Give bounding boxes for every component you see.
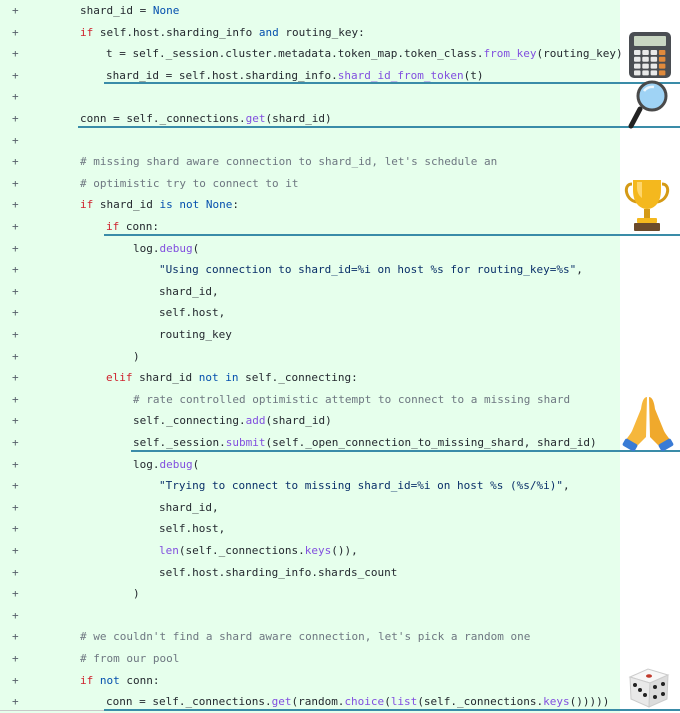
added-line-marker: +	[12, 544, 19, 557]
code-token	[93, 674, 100, 687]
added-line-marker: +	[12, 4, 19, 17]
code-token: len	[159, 544, 179, 557]
magnifying-glass-icon	[628, 79, 672, 133]
added-line-marker: +	[12, 155, 19, 169]
code-text	[80, 648, 179, 670]
added-line-marker: +	[12, 392, 19, 406]
code-token: choice	[344, 695, 385, 709]
code-token: # from our pool	[80, 652, 180, 665]
code-token: self.host.sharding_info	[93, 25, 259, 39]
code-token: conn = self._connections.	[80, 112, 246, 125]
code-token: ()),	[331, 544, 358, 557]
added-line-marker: +	[12, 112, 19, 125]
line-underline	[131, 450, 680, 452]
code-token: # missing shard aware connection to shard_id, let's schedule an	[80, 155, 498, 169]
code-token: # we couldn't find a shard aware connection, let's pick a random one	[80, 630, 531, 644]
code-text	[133, 583, 140, 605]
added-line-marker: +	[12, 263, 19, 277]
diff-line	[0, 648, 620, 670]
code-token: (routing_key)	[536, 47, 623, 61]
code-token: submit	[225, 436, 266, 449]
code-token: if	[80, 673, 94, 687]
code-token: (self._connections.	[178, 544, 305, 557]
code-token: self.host,	[159, 306, 226, 320]
diff-line	[0, 194, 620, 216]
code-token: shard_id,	[159, 500, 219, 514]
code-token: )	[133, 587, 140, 601]
diff-line	[0, 238, 620, 260]
diff-line	[0, 562, 620, 584]
diff-line	[0, 518, 620, 540]
code-text	[80, 151, 497, 173]
added-line-marker: +	[12, 220, 19, 233]
added-line-marker: +	[12, 436, 19, 449]
diff-line	[0, 540, 620, 562]
code-token: get	[245, 112, 266, 125]
diff-line	[0, 475, 620, 497]
code-token: if	[106, 220, 120, 233]
code-text	[80, 0, 179, 22]
calculator-icon	[627, 30, 673, 84]
code-token: t = self._session.cluster.metadata.token_map.token_class.	[106, 47, 484, 61]
code-token: get	[271, 695, 292, 709]
code-token: :	[232, 198, 239, 212]
diff-line	[0, 22, 620, 44]
code-token: keys	[543, 695, 570, 709]
diff-line	[0, 583, 620, 605]
code-text	[80, 173, 299, 195]
code-token: keys	[304, 544, 332, 557]
code-token: self.host.sharding_info.shards_count	[159, 565, 398, 579]
code-text	[133, 454, 199, 476]
code-text	[133, 238, 199, 260]
code-token: list	[390, 695, 418, 709]
diff-line	[0, 670, 620, 692]
code-text	[133, 410, 332, 432]
code-token: # rate controlled optimistic attempt to connect to a missing shard	[133, 392, 571, 406]
added-line-marker: +	[12, 673, 19, 687]
added-line-marker: +	[12, 306, 19, 320]
added-line-marker: +	[12, 652, 19, 665]
added-line-marker: +	[12, 457, 19, 471]
code-text	[159, 518, 225, 540]
code-token: shard_id	[93, 198, 160, 212]
code-token: self._connecting.	[133, 414, 246, 428]
added-line-marker: +	[12, 587, 19, 601]
code-token: # optimistic try to connect to it	[80, 176, 299, 190]
code-token: add	[245, 414, 266, 428]
line-underline	[104, 82, 680, 84]
diff-line	[0, 302, 620, 324]
code-token: not in	[198, 371, 239, 385]
trophy-icon	[624, 176, 670, 238]
code-text	[159, 540, 358, 562]
added-line-marker: +	[12, 47, 19, 61]
line-underline	[104, 234, 680, 236]
added-line-marker: +	[12, 349, 19, 363]
code-text	[133, 346, 140, 368]
code-token: ()))))	[569, 695, 610, 709]
code-token: (t)	[463, 68, 484, 82]
code-text	[80, 670, 160, 692]
diff-line	[0, 324, 620, 346]
code-token: )	[133, 349, 140, 363]
code-token: elif	[106, 371, 133, 385]
code-token: debug	[159, 241, 193, 255]
diff-line	[0, 281, 620, 303]
code-token: "Trying to connect to missing shard_id=%i on host %s (%s/%i)"	[159, 479, 563, 493]
added-line-marker: +	[12, 133, 19, 147]
code-token: is not None	[159, 198, 233, 212]
code-text	[159, 475, 570, 497]
added-line-marker: +	[12, 565, 19, 579]
diff-line	[0, 151, 620, 173]
diff-line	[0, 173, 620, 195]
code-token: shard_id = self.host.sharding_info.	[106, 68, 338, 82]
code-text	[159, 281, 219, 303]
code-token: if	[80, 25, 94, 39]
added-line-marker: +	[12, 284, 19, 298]
code-text	[159, 562, 397, 584]
code-text	[80, 626, 530, 648]
code-token: from_key	[483, 47, 537, 61]
diff-line	[0, 497, 620, 519]
diff-line	[0, 346, 620, 368]
code-token: conn:	[119, 220, 159, 233]
added-line-marker: +	[12, 500, 19, 514]
code-text	[159, 497, 219, 519]
code-token: routing_key	[159, 328, 232, 341]
code-token: shard_id_from_token	[337, 68, 464, 82]
added-line-marker: +	[12, 176, 19, 190]
code-token: shard_id,	[159, 284, 219, 298]
added-line-marker: +	[12, 479, 19, 493]
code-text	[106, 43, 623, 65]
diff-line	[0, 367, 620, 389]
added-line-marker: +	[12, 522, 19, 536]
diff-line	[0, 389, 620, 411]
code-token: if	[80, 198, 94, 212]
diff-line	[0, 43, 623, 65]
code-text	[80, 194, 239, 216]
diff-line	[0, 410, 620, 432]
diff-line	[0, 259, 620, 281]
code-token: shard_id	[132, 371, 199, 385]
code-token: ,	[576, 263, 583, 277]
code-token: log.	[133, 241, 160, 255]
diff-line	[0, 86, 620, 108]
code-text	[159, 259, 583, 281]
code-token: None	[152, 4, 180, 17]
added-line-marker: +	[12, 25, 19, 39]
added-line-marker: +	[12, 328, 19, 341]
code-token: log.	[133, 457, 160, 471]
code-token: shard_id =	[80, 4, 153, 17]
code-token: (	[192, 241, 200, 255]
code-token: "Using connection to shard_id=%i on host %s for routing_key=%s"	[159, 263, 577, 277]
code-token: self._connecting:	[238, 371, 358, 385]
added-line-marker: +	[12, 608, 19, 622]
code-text	[80, 22, 365, 44]
code-token: self.host,	[159, 522, 226, 536]
added-line-marker: +	[12, 371, 19, 385]
line-underline	[104, 709, 680, 711]
code-token: (random.	[291, 695, 345, 709]
added-line-marker: +	[12, 695, 19, 709]
code-token: self._session.	[133, 436, 226, 449]
diff-line	[0, 626, 620, 648]
code-token: (shard_id)	[265, 112, 332, 125]
added-line-marker: +	[12, 198, 19, 212]
added-line-marker: +	[12, 90, 19, 104]
code-token: and	[258, 25, 279, 39]
code-text	[159, 324, 232, 346]
added-line-marker: +	[12, 414, 19, 428]
diff-line	[0, 130, 620, 152]
code-text	[133, 389, 570, 411]
code-token: (self._open_connection_to_missing_shard, shard_id)	[265, 436, 597, 449]
diff-line	[0, 605, 620, 627]
added-line-marker: +	[12, 630, 19, 644]
code-token: debug	[159, 457, 193, 471]
code-token: ,	[562, 479, 570, 493]
dice-icon	[626, 663, 672, 713]
code-token: conn:	[119, 673, 160, 687]
code-token: not	[99, 673, 120, 687]
code-token: (self._connections.	[417, 695, 544, 709]
code-token: (shard_id)	[265, 414, 332, 428]
code-text	[159, 302, 225, 324]
diff-line	[0, 0, 620, 22]
code-token: conn = self._connections.	[106, 695, 272, 709]
line-underline	[78, 126, 680, 128]
code-token: (	[384, 695, 391, 709]
code-text	[106, 367, 358, 389]
added-line-marker: +	[12, 241, 19, 255]
diff-line	[0, 454, 620, 476]
code-token: routing_key:	[278, 25, 365, 39]
code-token: (	[192, 457, 200, 471]
folded-hands-icon	[622, 393, 674, 455]
added-line-marker: +	[12, 68, 19, 82]
